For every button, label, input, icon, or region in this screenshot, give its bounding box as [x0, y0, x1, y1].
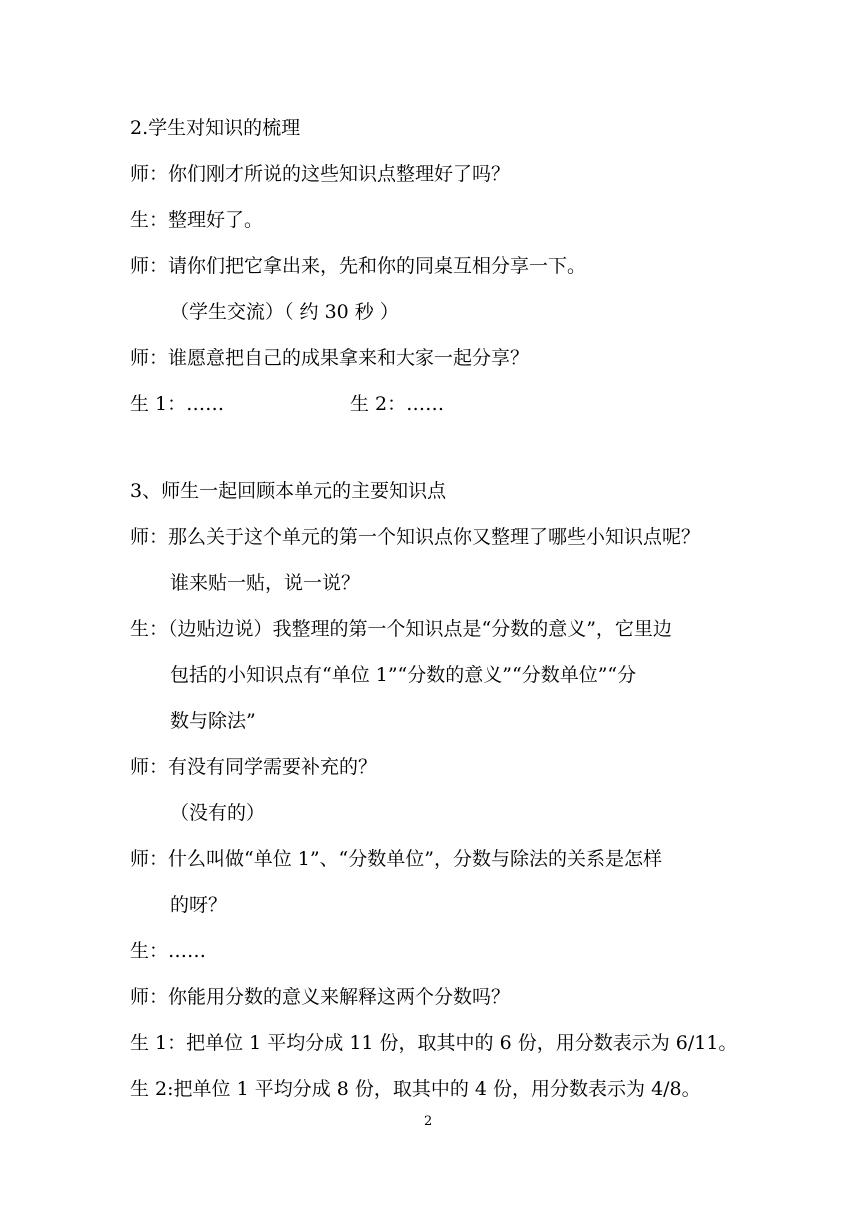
student-2-reply: 生 2：…… — [350, 393, 445, 415]
dialogue-line: 生：整理好了。 — [130, 209, 264, 231]
dialogue-line: 生 2:把单位 1 平均分成 8 份，取其中的 4 份，用分数表示为 4/8。 — [130, 1078, 701, 1100]
dialogue-line: 师：请你们把它拿出来，先和你的同桌互相分享一下。 — [130, 255, 587, 277]
dialogue-continuation: 谁来贴一贴，说一说？ — [170, 572, 361, 594]
section-heading-2: 2.学生对知识的梳理 — [130, 117, 301, 139]
dialogue-line: 师：有没有同学需要补充的？ — [130, 756, 378, 778]
dialogue-line: 师：那么关于这个单元的第一个知识点你又整理了哪些小知识点呢？ — [130, 526, 701, 548]
dialogue-line: 师：你能用分数的意义来解释这两个分数吗？ — [130, 986, 511, 1008]
student-1-reply: 生 1：…… — [130, 393, 225, 415]
stage-direction: （学生交流）（ 约 30 秒 ） — [170, 301, 399, 323]
dialogue-continuation: 包括的小知识点有“单位 1”“分数的意义”“分数单位”“分 — [170, 664, 637, 686]
dialogue-line: 生 1：把单位 1 平均分成 11 份，取其中的 6 份，用分数表示为 6/11。 — [130, 1032, 738, 1054]
dialogue-line: 师：你们刚才所说的这些知识点整理好了吗？ — [130, 163, 511, 185]
dialogue-line: 生：（边贴边说）我整理的第一个知识点是“分数的意义”，它里边 — [130, 618, 672, 640]
section-heading-3: 3、师生一起回顾本单元的主要知识点 — [130, 480, 447, 502]
stage-direction: （没有的） — [170, 802, 266, 824]
dialogue-continuation: 数与除法” — [170, 710, 256, 732]
dialogue-line: 生：…… — [130, 940, 207, 962]
dialogue-line: 师：什么叫做“单位 1”、“分数单位”，分数与除法的关系是怎样 — [130, 848, 662, 870]
dialogue-line: 师：谁愿意把自己的成果拿来和大家一起分享？ — [130, 347, 530, 369]
dialogue-continuation: 的呀？ — [170, 894, 228, 916]
page-number: 2 — [424, 1114, 433, 1129]
dialogue-line-pair — [130, 392, 730, 416]
